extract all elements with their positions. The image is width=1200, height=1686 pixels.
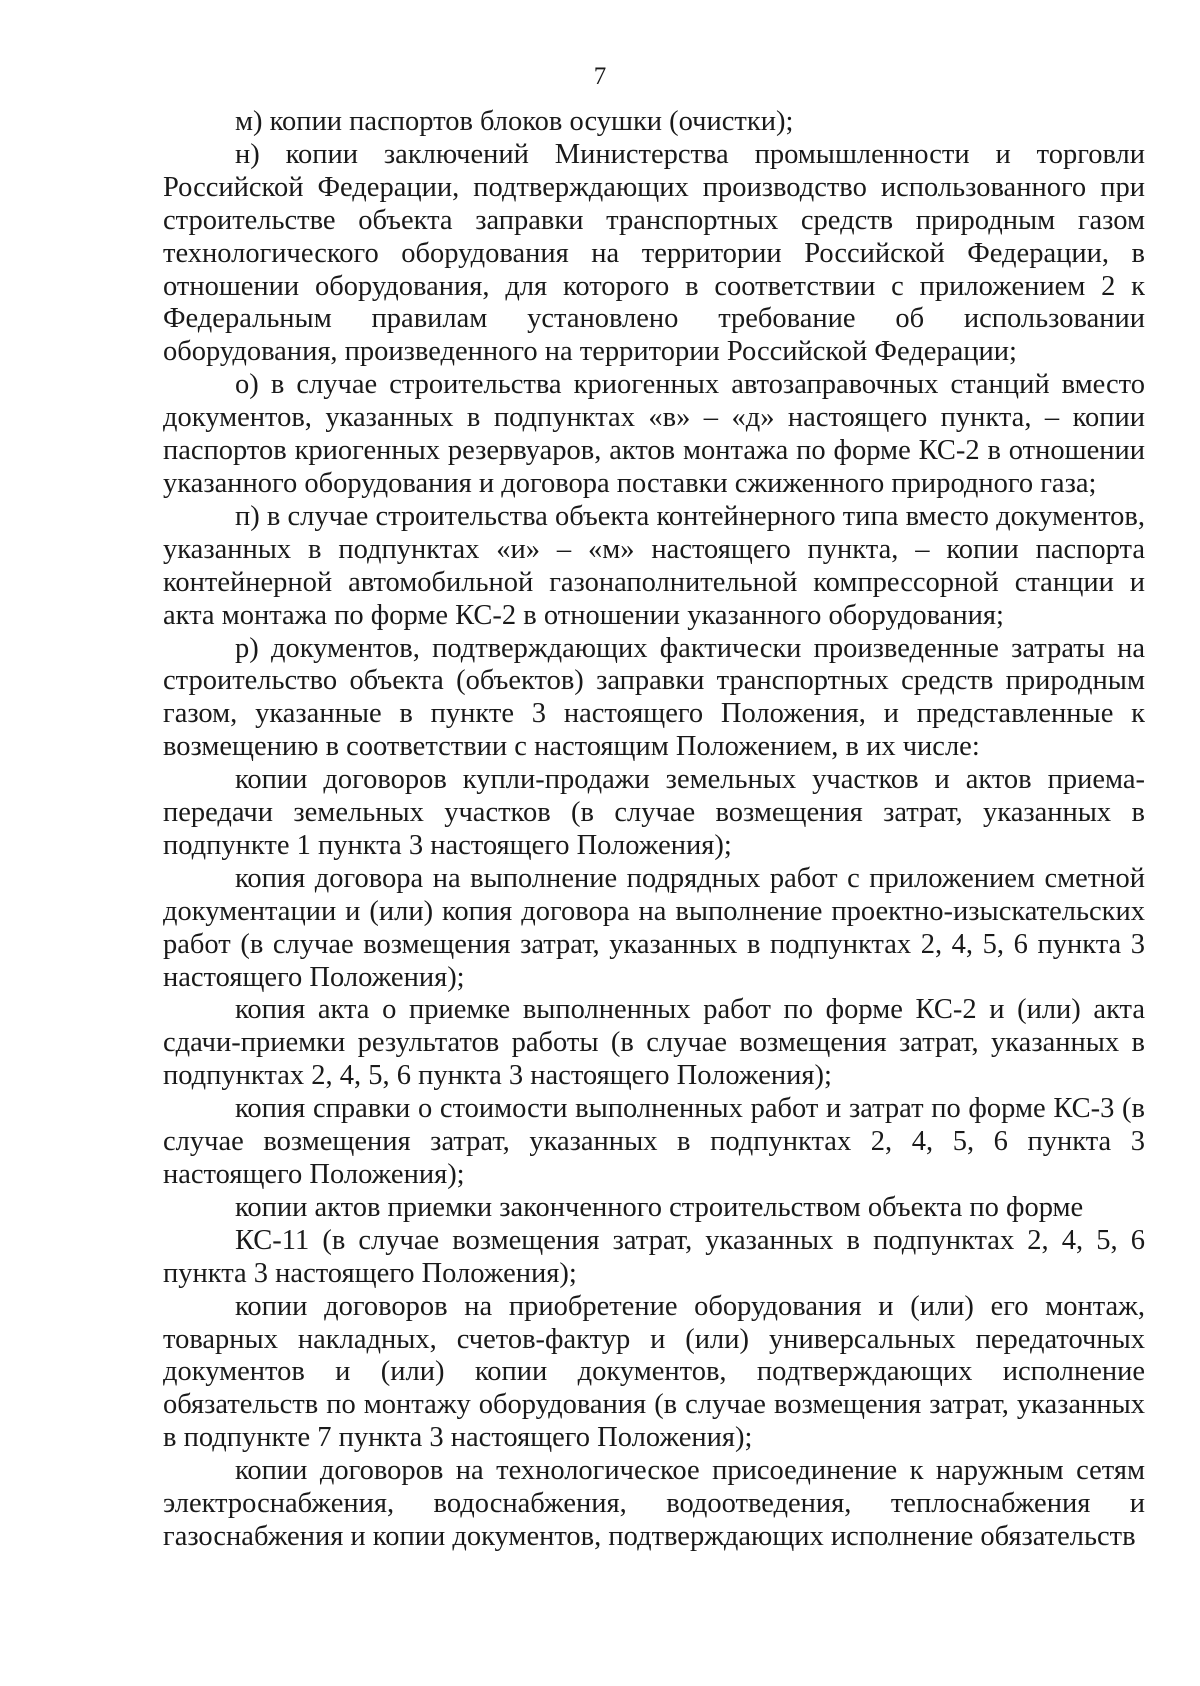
paragraph-equipment-contracts: копии договоров на приобретение оборудования и (или) его монтаж, товарных накладных, счетов-фактур и (или) универсальных передаточных документов и (или) копии документов, подтверждающих исполнение обязательств по монтажу оборудования (в случае возмещения затрат, указанных в подпункте 7 пункта 3 настоящего Положения); — [163, 1290, 1145, 1454]
paragraph-n: н) копии заключений Министерства промышленности и торговли Российской Федерации, подтверждающих производство использованного при строительстве объекта заправки транспортных средств природным газом технологического оборудования на территории Российской Федерации, в отношении оборудования, для которого в соответствии с приложением 2 к Федеральным правилам установлено требование об использовании оборудования, произведенного на территории Российской Федерации; — [163, 138, 1145, 368]
paragraph-contract-works: копия договора на выполнение подрядных работ с приложением сметной документации и (или) копия договора на выполнение проектно-изыскательских работ (в случае возмещения затрат, указанных в подпунктах 2, 4, 5, 6 пункта 3 настоящего Положения); — [163, 862, 1145, 993]
paragraph-o: о) в случае строительства криогенных автозаправочных станций вместо документов, указанных в подпунктах «в» – «д» настоящего пункта, – копии паспортов криогенных резервуаров, актов монтажа по форме КС-2 в отношении указанного оборудования и договора поставки сжиженного природного газа; — [163, 369, 1145, 499]
paragraph-ks3-certificate: копия справки о стоимости выполненных работ и затрат по форме КС-3 (в случае возмещения затрат, указанных в подпунктах 2, 4, 5, 6 пункта 3 настоящего Положения); — [163, 1093, 1145, 1190]
page-number: 7 — [593, 63, 607, 90]
paragraph-p: п) в случае строительства объекта контейнерного типа вместо документов, указанных в подпунктах «и» – «м» настоящего пункта, – копии паспорта контейнерной автомобильной газонаполнительной компрессорной станции и акта монтажа по форме КС-2 в отношении указанного оборудования; — [163, 500, 1145, 631]
paragraph-land-contracts: копии договоров купли-продажи земельных участков и актов приема-передачи земельных участков (в случае возмещения затрат, указанных в подпункте 1 пункта 3 настоящего Положения); — [163, 764, 1145, 861]
paragraph-ks2-act: копия акта о приемке выполненных работ по форме КС-2 и (или) акта сдачи-приемки результатов работы (в случае возмещения затрат, указанных в подпунктах 2, 4, 5, 6 пункта 3 настоящего Положения); — [163, 994, 1145, 1092]
document-body — [163, 106, 1145, 1554]
paragraph-acceptance-acts: копии актов приемки законченного строительством объекта по форме — [235, 1191, 1084, 1223]
paragraph-grid-connection: копии договоров на технологическое присоединение к наружным сетям электроснабжения, водоснабжения, водоотведения, теплоснабжения и газоснабжения и копии документов, подтверждающих исполнение обязательств — [163, 1455, 1145, 1552]
paragraph-ks11: КС-11 (в случае возмещения затрат, указанных в подпунктах 2, 4, 5, 6 пункта 3 настоящего Положения); — [163, 1224, 1145, 1289]
paragraph-m: м) копии паспортов блоков осушки (очистки); — [235, 106, 794, 137]
paragraph-r: р) документов, подтверждающих фактически произведенные затраты на строительство объекта (объектов) заправки транспортных средств природным газом, указанные в пункте 3 настоящего Положения, и представленные к возмещению в соответствии с настоящим Положением, в их числе: — [163, 632, 1145, 763]
